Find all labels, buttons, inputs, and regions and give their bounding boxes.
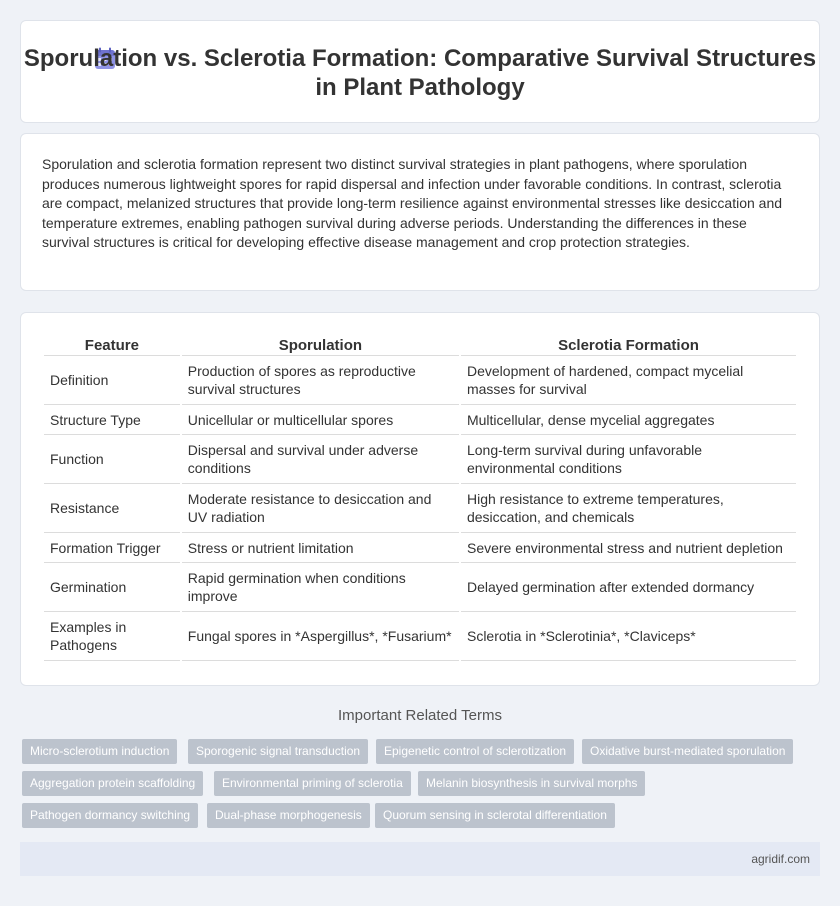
table-cell: Sclerotia in *Sclerotinia*, *Claviceps*	[461, 612, 796, 661]
related-term-tag[interactable]: Pathogen dormancy switching	[22, 803, 198, 828]
table-cell: Resistance	[44, 484, 180, 533]
related-term-tag[interactable]: Aggregation protein scaffolding	[22, 771, 203, 796]
table-cell: Dispersal and survival under adverse conditions	[182, 435, 459, 484]
related-term-tag[interactable]: Dual-phase morphogenesis	[207, 803, 370, 828]
table-cell: Fungal spores in *Aspergillus*, *Fusarium*	[182, 612, 459, 661]
comparison-card	[20, 312, 820, 686]
page-title: Sporulation vs. Sclerotia Formation: Comparative Survival Structures in Plant Pathology	[23, 45, 817, 101]
header-feature: Feature	[44, 334, 180, 356]
table-cell: Production of spores as reproductive survival structures	[182, 356, 459, 405]
table-row	[44, 356, 796, 405]
related-term-tag[interactable]: Melanin biosynthesis in survival morphs	[418, 771, 645, 796]
table-cell: Moderate resistance to desiccation and UV radiation	[182, 484, 459, 533]
table-cell: Germination	[44, 563, 180, 612]
table-cell: Severe environmental stress and nutrient depletion	[461, 533, 796, 563]
header-sporulation: Sporulation	[182, 334, 459, 356]
related-term-tag[interactable]: Epigenetic control of sclerotization	[376, 739, 574, 764]
intro-card	[20, 133, 820, 291]
table-row	[44, 563, 796, 612]
related-term-tag[interactable]: Micro-sclerotium induction	[22, 739, 177, 764]
header-sclerotia: Sclerotia Formation	[461, 334, 796, 356]
table-cell: Structure Type	[44, 405, 180, 435]
table-cell: Unicellular or multicellular spores	[182, 405, 459, 435]
related-term-tag[interactable]: Quorum sensing in sclerotal differentiation	[375, 803, 615, 828]
comparison-table	[42, 334, 798, 661]
table-row	[44, 405, 796, 435]
table-cell: High resistance to extreme temperatures, desiccation, and chemicals	[461, 484, 796, 533]
table-cell: Multicellular, dense mycelial aggregates	[461, 405, 796, 435]
related-term-tag[interactable]: Sporogenic signal transduction	[188, 739, 368, 764]
table-row	[44, 435, 796, 484]
table-row	[44, 612, 796, 661]
related-term-tag[interactable]: Oxidative burst-mediated sporulation	[582, 739, 793, 764]
table-header-row	[44, 334, 796, 356]
table-cell: Formation Trigger	[44, 533, 180, 563]
table-cell: Delayed germination after extended dormancy	[461, 563, 796, 612]
table-row	[44, 533, 796, 563]
table-cell: Definition	[44, 356, 180, 405]
table-cell: Development of hardened, compact mycelial masses for survival	[461, 356, 796, 405]
footer-site-link[interactable]: agridif.com	[751, 852, 810, 866]
related-terms-title: Important Related Terms	[338, 707, 502, 724]
table-cell: Stress or nutrient limitation	[182, 533, 459, 563]
related-term-tag[interactable]: Environmental priming of sclerotia	[214, 771, 411, 796]
intro-paragraph: Sporulation and sclerotia formation represent two distinct survival strategies in plant pathogens, where sporulation produces numerous lightweight spores for rapid dispersal and infection under favorable conditions. In contrast, sclerotia are compact, melanized structures that provide long-term resilience against environmental stresses like desiccation and temperature extremes, enabling pathogen survival during adverse periods. Understanding the differences in these survival structures is critical for developing effective disease management and crop protection strategies.	[42, 156, 783, 250]
title-card	[20, 20, 820, 123]
footer	[20, 842, 820, 876]
table-cell: Examples in Pathogens	[44, 612, 180, 661]
table-cell: Function	[44, 435, 180, 484]
table-cell: Rapid germination when conditions improve	[182, 563, 459, 612]
table-cell: Long-term survival during unfavorable environmental conditions	[461, 435, 796, 484]
table-row	[44, 484, 796, 533]
